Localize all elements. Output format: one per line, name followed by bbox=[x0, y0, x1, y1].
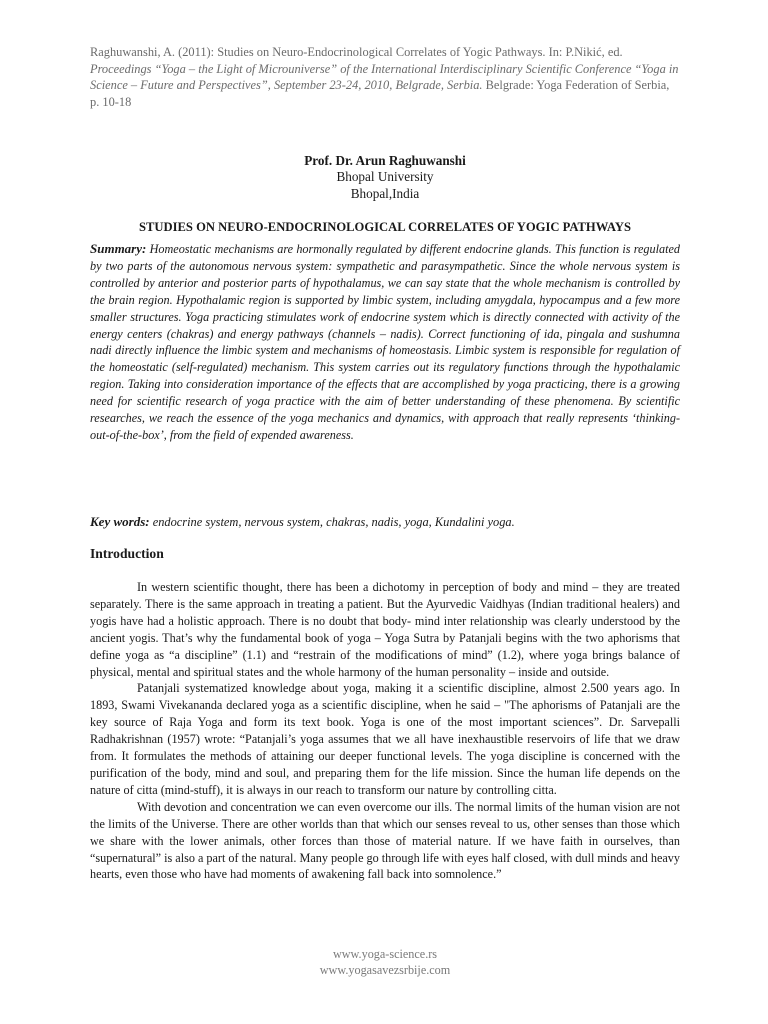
author-location: Bhopal,India bbox=[350, 185, 420, 201]
body-paragraph: With devotion and concentration we can even overcome our ills. The normal limits of the human vision are not the limits of the Universe. There are other worlds than that which our senses reveal to us, other senses than those which we share with the lower animals, other forces than those of material nature. If we have faith in ourselves, than “supernatural” is also a part of the natural. Many people go through life with eyes half closed, with dull minds and heavy hearts, even those who have had moments of awakening fall back into somnolence.” bbox=[90, 799, 680, 882]
summary-paragraph bbox=[90, 241, 680, 444]
paper-title: STUDIES ON NEURO-ENDOCRINOLOGICAL CORRELATES OF YOGIC PATHWAYS bbox=[139, 220, 631, 234]
keywords-label: Key words: bbox=[90, 514, 150, 529]
summary-label: Summary: bbox=[90, 241, 147, 256]
citation-proceedings: Proceedings “Yoga – the Light of Microuniverse” of the International Interdisciplinary Scientific Conference “Yoga in Science – Future and Perspectives”, September 23-24, 2010, Belgrade, Serbia. bbox=[90, 61, 679, 93]
citation-publisher: Belgrade: Yoga Federation of Serbia, p. 10-18 bbox=[90, 78, 670, 109]
author-name: Prof. Dr. Arun Raghuwanshi bbox=[304, 153, 466, 168]
introduction-heading: Introduction bbox=[90, 546, 164, 561]
citation-header bbox=[90, 44, 680, 110]
footer-link-yoga-science[interactable]: www.yoga-science.rs bbox=[332, 947, 438, 961]
author-university: Bhopal University bbox=[336, 169, 434, 185]
introduction-body bbox=[90, 579, 680, 883]
author-block bbox=[90, 153, 680, 202]
keywords-line bbox=[90, 513, 680, 531]
keywords-text: endocrine system, nervous system, chakras, nadis, yoga, Kundalini yoga. bbox=[149, 515, 515, 529]
page-footer bbox=[90, 946, 680, 979]
citation-authors: Raghuwanshi, A. (2011): Studies on Neuro-Endocrinological Correlates of Yogic Pathways. In: P.Nikić, ed. bbox=[90, 45, 623, 59]
body-paragraph: In western scientific thought, there has been a dichotomy in perception of body and mind – they are treated separately. There is the same approach in treating a patient. But the Ayurvedic Vaidhyas (Indian traditional healers) and yogis have had a holistic approach. There is no doubt that body- mind inter relationship was clearly understood by the ancient yogis. That’s why the fundamental book of yoga – Yoga Sutra by Patanjali begins with the two aphorisms that define yoga as “a discipline” (1.1) and “restrain of the modifications of mind” (1.2), where yoga brings balance of physical, mental and spiritual states and the whole harmony of the human personality – inside and outside. bbox=[90, 580, 680, 679]
footer-link-yogasavez[interactable]: www.yogasavezsrbije.com bbox=[319, 963, 451, 978]
summary-text: Homeostatic mechanisms are hormonally regulated by different endocrine glands. This function is regulated by two parts of the autonomous nervous system: sympathetic and parasympathetic. Since the whole nervous system is controlled by anterior and posterior parts of hypothalamus, we can say state that the whole mechanism is controlled by the brain region. Hypothalamic region is supported by limbic system, including amygdala, hypocampus and a few more smaller structures. Yoga practicing stimulates work of endocrine system which is directly connected with activity of the energy centers (chakras) and energy pathways (channels – nadis). Correct functioning of ida, pingala and sushumna nadi directly influence the limbic system and mechanisms of homeostasis. Limbic system is responsible for regulation of the homeostatic (self-regulated) mechanism. This system carries out its regulatory functions through the hypothalamic region. Taking into consideration importance of the effects that are accomplished by yoga practicing, there is a growing need for scientific research of yoga practice with the aim of better understanding of these phenomena. By scientific researches, we reach the essence of the yoga mechanics and dynamics, with approach that really represents ‘thinking-out-of-the-box’, from the field of expended awareness. bbox=[90, 242, 680, 442]
body-paragraph: Patanjali systematized knowledge about yoga, making it a scientific discipline, almost 2.500 years ago. In 1893, Swami Vivekananda declared yoga as a scientific discipline, when he said – "The aphorisms of Patanjali are the key source of Raja Yoga and form its text book. Yoga is one of the most important sciences”. Dr. Sarvepalli Radhakrishnan (1957) wrote: “Patanjali’s yoga assumes that we all have inexhaustible reservoirs of life that we draw from. It formulates the methods of attaining our deeper functional levels. The yoga discipline is concerned with the purification of the body, mind and soul, and preparing them for the life mission. Since the human life depends on the nature of citta (mind-stuff), it is always in our reach to transform our nature by controlling citta. bbox=[90, 681, 680, 797]
